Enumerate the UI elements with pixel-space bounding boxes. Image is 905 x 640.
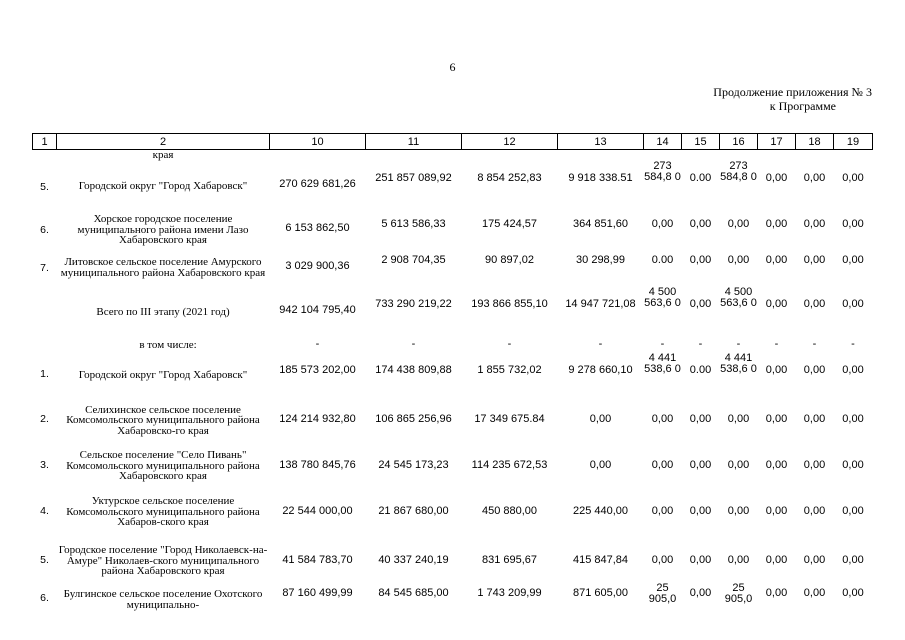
table-row bbox=[33, 352, 873, 394]
cell-col-18: 0,00 bbox=[803, 298, 826, 310]
cell-col-12: 1 855 732,02 bbox=[477, 364, 542, 376]
cell-col-15: 0,00 bbox=[689, 458, 712, 471]
row-name: Булгинское сельское поселение Охотского муниципально- bbox=[63, 588, 263, 611]
cell-col-18: - bbox=[812, 338, 817, 350]
cell-col-11: - bbox=[411, 338, 416, 350]
cell-col-19: 0,00 bbox=[842, 553, 864, 566]
cell-col-17: 0,00 bbox=[765, 504, 788, 517]
cell-col-12: 114 235 672,53 bbox=[471, 458, 548, 471]
cell-col-19: 0,00 bbox=[842, 458, 864, 471]
table-row bbox=[33, 248, 873, 286]
header-col-13: 13 bbox=[558, 134, 644, 150]
row-number: 6. bbox=[40, 592, 49, 604]
row-number bbox=[33, 286, 57, 336]
cell-col-17: 0,00 bbox=[765, 458, 788, 471]
cell-col-14: 273 584,8 0 bbox=[644, 160, 681, 183]
cell-col-19: 0,00 bbox=[842, 413, 864, 425]
cell-col-10: 3 029 900,36 bbox=[285, 260, 350, 272]
cell-col-16: 0,00 bbox=[727, 218, 750, 230]
header-col-12: 12 bbox=[462, 134, 558, 150]
cell-col-18: 0,00 bbox=[803, 254, 826, 266]
cell-col-14: 0,00 bbox=[651, 553, 674, 566]
cell-col-17: 0,00 bbox=[765, 364, 788, 376]
cell-col-18: 0,00 bbox=[803, 504, 826, 517]
cell-col-19: 0,00 bbox=[842, 254, 864, 266]
cell-col-13: 9 918 338.51 bbox=[568, 172, 633, 184]
row-number bbox=[33, 336, 57, 352]
cell-col-14: 0,00 bbox=[651, 458, 674, 471]
cell-col-14: 0.00 bbox=[651, 254, 674, 266]
cell-col-12: 8 854 252,83 bbox=[477, 172, 542, 184]
cell-col-13: 871 605,00 bbox=[572, 587, 629, 599]
table-row bbox=[33, 485, 873, 536]
cell-col-13: 30 298,99 bbox=[576, 254, 625, 266]
cell-col-19: 0,00 bbox=[842, 298, 864, 310]
cell-col-10: 6 153 862,50 bbox=[285, 222, 350, 234]
cell-col-11: 5 613 586,33 bbox=[381, 218, 446, 230]
cell-col-10: 270 629 681,26 bbox=[279, 178, 356, 190]
cell-col-12: 17 349 675.84 bbox=[474, 413, 545, 425]
cell-col-16: 273 584,8 0 bbox=[720, 160, 757, 183]
header-col-1: 1 bbox=[33, 134, 57, 150]
cell-col-11: 40 337 240,19 bbox=[378, 553, 449, 566]
appendix-line-2: к Программе bbox=[769, 99, 836, 113]
cell-col-15: 0,00 bbox=[689, 413, 712, 425]
cell-col-13: 225 440,00 bbox=[572, 504, 629, 517]
row-name: Хорское городское поселение муниципального района имени Лазо Хабаровского края bbox=[77, 213, 249, 247]
cell-col-10: 124 214 932,80 bbox=[279, 413, 356, 425]
row-name: Уктурское сельское поселение Комсомольского муниципального района Хабаров-ского края bbox=[66, 495, 260, 529]
cell-col-12: 90 897,02 bbox=[485, 254, 534, 266]
cell-col-18: 0,00 bbox=[803, 218, 826, 230]
cell-col-15: 0,00 bbox=[689, 218, 712, 230]
cell-col-13: 364 851,60 bbox=[572, 218, 629, 230]
cell-col-19: 0,00 bbox=[842, 587, 864, 599]
page-number: 6 bbox=[449, 60, 456, 74]
table-row bbox=[33, 444, 873, 485]
cell-col-11: 733 290 219,22 bbox=[375, 298, 452, 310]
cell-col-16: 0,00 bbox=[727, 413, 750, 425]
row-number: 3. bbox=[40, 458, 49, 471]
cell-col-17: 0,00 bbox=[765, 553, 788, 566]
cell-col-12: 175 424,57 bbox=[481, 218, 538, 230]
cell-col-14: - bbox=[660, 338, 665, 350]
cell-col-18: 0,00 bbox=[803, 172, 826, 184]
cell-col-18: 0,00 bbox=[803, 364, 826, 376]
cell-col-13: - bbox=[598, 338, 603, 350]
cell-col-18: 0,00 bbox=[803, 587, 826, 599]
cell-col-10: 138 780 845,76 bbox=[279, 458, 356, 471]
cell-col-18: 0,00 bbox=[803, 553, 826, 566]
cell-col-16: 4 500 563,6 0 bbox=[720, 286, 757, 309]
cell-col-15: 0,00 bbox=[689, 254, 712, 266]
cell-col-11: 106 865 256,96 bbox=[375, 413, 452, 425]
cell-col-15: 0,00 bbox=[689, 298, 712, 310]
row-name: Литовское сельское поселение Амурского муниципального района Хабаровского края bbox=[60, 256, 266, 279]
row-name: Городской округ "Город Хабаровск" bbox=[78, 368, 248, 381]
cell-col-10: 87 160 499,99 bbox=[282, 587, 353, 599]
cell-col-19: - bbox=[851, 338, 855, 350]
cell-col-15: - bbox=[698, 338, 703, 350]
cell-col-12: 193 866 855,10 bbox=[471, 298, 548, 310]
header-col-17: 17 bbox=[758, 134, 796, 150]
table-row bbox=[33, 336, 873, 352]
appendix-caption bbox=[713, 85, 872, 113]
cell-col-17: 0,00 bbox=[765, 298, 788, 310]
cell-col-11: 21 867 680,00 bbox=[378, 504, 449, 517]
cell-col-11: 84 545 685,00 bbox=[378, 587, 449, 599]
cell-col-11: 251 857 089,92 bbox=[375, 172, 452, 184]
cell-col-10: 942 104 795,40 bbox=[279, 304, 356, 316]
row-name: края bbox=[152, 148, 174, 161]
cell-col-12: 1 743 209,99 bbox=[477, 587, 542, 599]
cell-col-13: 14 947 721,08 bbox=[565, 298, 636, 310]
cell-col-12: - bbox=[507, 338, 512, 350]
program-table bbox=[32, 133, 873, 613]
cell-col-12: 831 695,67 bbox=[481, 553, 538, 566]
row-name: Городской округ "Город Хабаровск" bbox=[78, 180, 248, 193]
header-row bbox=[33, 134, 873, 150]
cell-col-13: 415 847,84 bbox=[572, 553, 629, 566]
row-number: 2. bbox=[40, 413, 49, 425]
row-number: 5. bbox=[40, 180, 49, 193]
table-row bbox=[33, 150, 873, 161]
appendix-line-1: Продолжение приложения № 3 bbox=[713, 85, 872, 99]
cell-col-13: 0,00 bbox=[589, 413, 612, 425]
cell-col-14: 4 441 538,6 0 bbox=[644, 352, 681, 375]
table-row bbox=[33, 583, 873, 613]
cell-col-10: - bbox=[315, 338, 320, 350]
cell-col-15: 0,00 bbox=[689, 587, 712, 599]
header-col-18: 18 bbox=[796, 134, 834, 150]
row-name: Городское поселение "Город Николаевск-на-Амуре" Николаев-ского муниципального района Хабаровского края bbox=[58, 544, 268, 578]
cell-col-13: 0,00 bbox=[589, 458, 612, 471]
cell-col-15: 0.00 bbox=[689, 172, 712, 184]
row-number: 1. bbox=[40, 368, 49, 380]
cell-col-16: 4 441 538,6 0 bbox=[720, 352, 757, 375]
table-row bbox=[33, 536, 873, 583]
row-name: в том числе: bbox=[139, 338, 197, 351]
cell-col-19: 0,00 bbox=[842, 218, 864, 230]
cell-col-10: 22 544 000,00 bbox=[282, 504, 353, 517]
cell-col-17: 0,00 bbox=[765, 413, 788, 425]
cell-col-16: 0,00 bbox=[727, 504, 750, 517]
table-row bbox=[33, 210, 873, 248]
table-row bbox=[33, 160, 873, 210]
cell-col-14: 0,00 bbox=[651, 218, 674, 230]
table-row bbox=[33, 394, 873, 444]
cell-col-19: 0,00 bbox=[842, 364, 864, 376]
row-number: 6. bbox=[40, 224, 49, 236]
cell-col-16: 0,00 bbox=[727, 254, 750, 266]
cell-col-16: 0,00 bbox=[727, 553, 750, 566]
header-col-2: 2 bbox=[57, 134, 270, 150]
cell-col-16: - bbox=[736, 338, 741, 350]
cell-col-14: 25 905,0 bbox=[648, 582, 677, 605]
table-row bbox=[33, 286, 873, 336]
cell-col-14: 4 500 563,6 0 bbox=[644, 286, 681, 309]
header-col-15: 15 bbox=[682, 134, 720, 150]
cell-col-18: 0,00 bbox=[803, 458, 826, 471]
cell-col-19: 0,00 bbox=[842, 172, 864, 184]
header-col-10: 10 bbox=[270, 134, 366, 150]
cell-col-17: 0,00 bbox=[765, 587, 788, 599]
header-col-19: 19 bbox=[834, 134, 873, 150]
cell-col-19: 0,00 bbox=[842, 504, 864, 517]
cell-col-15: 0.00 bbox=[689, 364, 712, 376]
cell-col-15: 0,00 bbox=[689, 553, 712, 566]
cell-col-10: 41 584 783,70 bbox=[282, 553, 353, 566]
row-name: Сельское поселение "Село Пивань" Комсомольского муниципального района Хабаровского края bbox=[66, 449, 260, 483]
row-number: 5. bbox=[40, 553, 49, 566]
row-name: Всего по III этапу (2021 год) bbox=[96, 306, 230, 319]
header-col-11: 11 bbox=[366, 134, 462, 150]
cell-col-12: 450 880,00 bbox=[481, 504, 538, 517]
cell-col-10: 185 573 202,00 bbox=[279, 364, 356, 376]
cell-col-17: 0,00 bbox=[765, 172, 788, 184]
cell-col-17: 0,00 bbox=[765, 218, 788, 230]
cell-col-18: 0,00 bbox=[803, 413, 826, 425]
cell-col-16: 0,00 bbox=[727, 458, 750, 471]
cell-col-11: 174 438 809,88 bbox=[375, 364, 452, 376]
header-col-16: 16 bbox=[720, 134, 758, 150]
cell-col-14: 0,00 bbox=[651, 504, 674, 517]
row-number: 7. bbox=[40, 261, 49, 274]
row-name: Селихинское сельское поселение Комсомольского муниципального района Хабаровско-го края bbox=[66, 403, 260, 437]
cell-col-11: 2 908 704,35 bbox=[381, 254, 446, 266]
cell-col-17: - bbox=[774, 338, 779, 350]
cell-col-15: 0,00 bbox=[689, 504, 712, 517]
cell-col-17: 0,00 bbox=[765, 254, 788, 266]
cell-col-13: 9 278 660,10 bbox=[568, 364, 633, 376]
cell-col-14: 0,00 bbox=[651, 413, 674, 425]
cell-col-11: 24 545 173,23 bbox=[378, 458, 449, 471]
cell-col-16: 25 905,0 bbox=[724, 582, 753, 605]
header-col-14: 14 bbox=[644, 134, 682, 150]
row-number: 4. bbox=[40, 504, 49, 517]
